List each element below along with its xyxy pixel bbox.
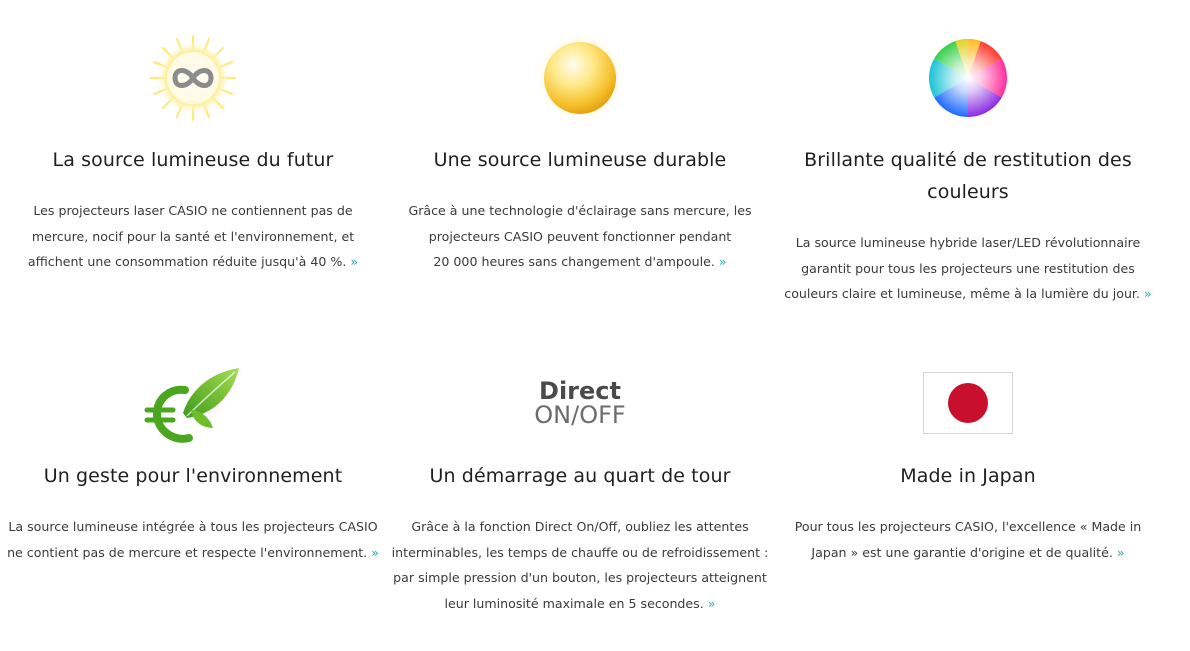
color-wheel-icon bbox=[778, 30, 1158, 125]
feature-title: La source lumineuse du futur bbox=[52, 149, 334, 171]
logo-word-direct: Direct bbox=[539, 377, 621, 405]
read-more-link[interactable]: » bbox=[1143, 286, 1152, 301]
direct-on-off-logo bbox=[390, 348, 770, 458]
feature-description: Grâce à une technologie d'éclairage sans mercure, les projecteurs CASIO peuvent fonctionner pendant 20 000 heures sans changement d'ampoule. » bbox=[408, 203, 752, 269]
glowing-sphere-icon bbox=[390, 30, 770, 125]
logo-word-on-off: ON/OFF bbox=[534, 401, 626, 429]
feature-title: Un geste pour l'environnement bbox=[43, 465, 343, 487]
feature-made-in-japan bbox=[778, 330, 1158, 650]
feature-title: Brillante qualité de restitution des couleurs bbox=[804, 149, 1132, 203]
feature-title: Un démarrage au quart de tour bbox=[429, 465, 731, 487]
feature-color-quality bbox=[778, 0, 1158, 320]
feature-direct-on-off bbox=[390, 330, 770, 650]
feature-title: Made in Japan bbox=[900, 465, 1036, 487]
feature-environment bbox=[3, 330, 383, 650]
read-more-link[interactable]: » bbox=[1116, 544, 1125, 560]
feature-title: Une source lumineuse durable bbox=[433, 149, 727, 171]
feature-description: Pour tous les projecteurs CASIO, l'excellence « Made in Japan » est une garantie d'origine et de qualité. » bbox=[794, 519, 1142, 560]
feature-description: Grâce à la fonction Direct On/Off, oubliez les attentes interminables, les temps de chauffe ou de refroidissement : par simple pression d'un bouton, les projecteurs atteignent leur luminosité maximale en 5 secondes. » bbox=[391, 519, 769, 611]
read-more-link[interactable]: » bbox=[718, 254, 727, 269]
read-more-link[interactable]: » bbox=[707, 595, 716, 611]
flag-red-disc bbox=[948, 383, 988, 423]
read-more-link[interactable]: » bbox=[371, 544, 379, 560]
feature-description: La source lumineuse hybride laser/LED révolutionnaire garantit pour tous les projecteurs une restitution des couleurs claire et lumineuse, même à la lumière du jour. » bbox=[784, 235, 1152, 301]
feature-description: La source lumineuse intégrée à tous les projecteurs CASIO ne contient pas de mercure et respecte l'environnement. » bbox=[7, 519, 379, 560]
infinity-sun-icon bbox=[3, 30, 383, 125]
read-more-link[interactable]: » bbox=[350, 254, 359, 269]
feature-description: Les projecteurs laser CASIO ne contiennent pas de mercure, nocif pour la santé et l'environnement, et affichent une consommation réduite jusqu'à 40 %. » bbox=[27, 203, 359, 269]
feature-future-light-source bbox=[3, 0, 383, 320]
japan-flag-icon bbox=[778, 348, 1158, 458]
euro-leaf-icon bbox=[3, 348, 383, 458]
feature-durable-light-source bbox=[390, 0, 770, 320]
